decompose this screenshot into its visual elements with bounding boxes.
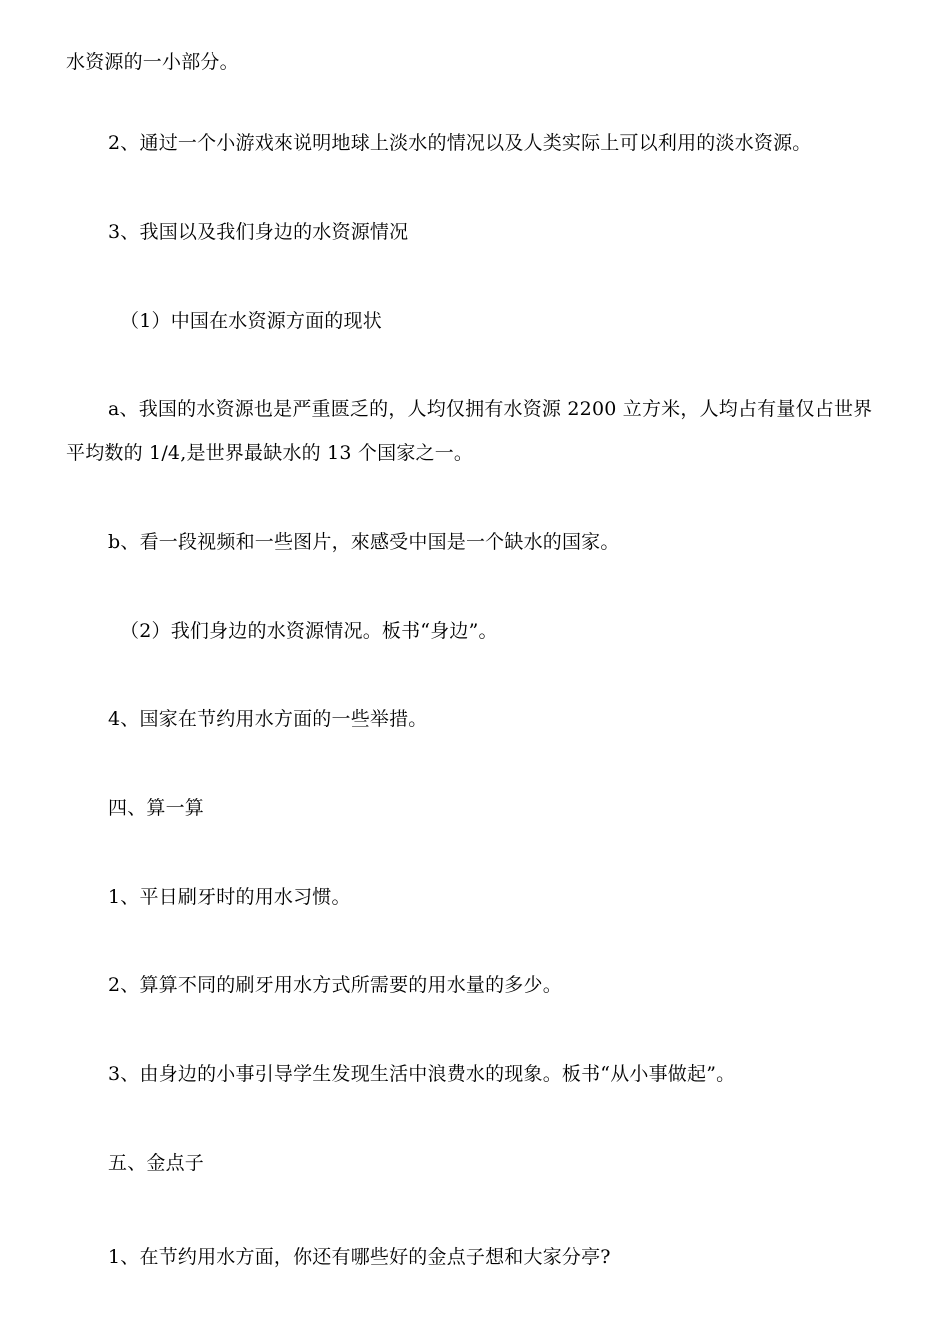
paragraph-line: 1、平日刷牙时的用水习惯。 [108,886,351,908]
paragraph-line: 3、我国以及我们身边的水资源情况 [108,221,409,243]
section-heading: 五、金点子 [108,1152,205,1174]
paragraph-line: 3、由身边的小事引导学生发现生活中浪费水的现象。板书“从小事做起”。 [108,1063,736,1085]
paragraph-line: a、我国的水资源也是严重匮乏的，人均仅拥有水资源 2200 立方米，人均占有量仅占世界 [108,398,873,420]
paragraph-line: b、看一段视频和一些图片，來感受中国是一个缺水的国家。 [108,531,620,553]
paragraph-line: （2）我们身边的水资源情况。板书“身边”。 [120,620,498,642]
paragraph-line: 水资源的一小部分。 [66,51,239,73]
paragraph-line: （1）中国在水资源方面的现状 [120,310,382,332]
paragraph-line: 1、在节约用水方面，你还有哪些好的金点子想和大家分亭? [108,1246,611,1268]
paragraph-line: 2、通过一个小游戏來说明地球上淡水的情况以及人类实际上可以利用的淡水资源。 [108,132,812,154]
paragraph-line: 平均数的 1/4,是世界最缺水的 13 个国家之一。 [66,442,474,464]
paragraph-line: 4、国家在节约用水方面的一些举措。 [108,708,428,730]
paragraph-line: 2、算算不同的刷牙用水方式所需要的用水量的多少。 [108,974,562,996]
section-heading: 四、算一算 [108,797,205,819]
